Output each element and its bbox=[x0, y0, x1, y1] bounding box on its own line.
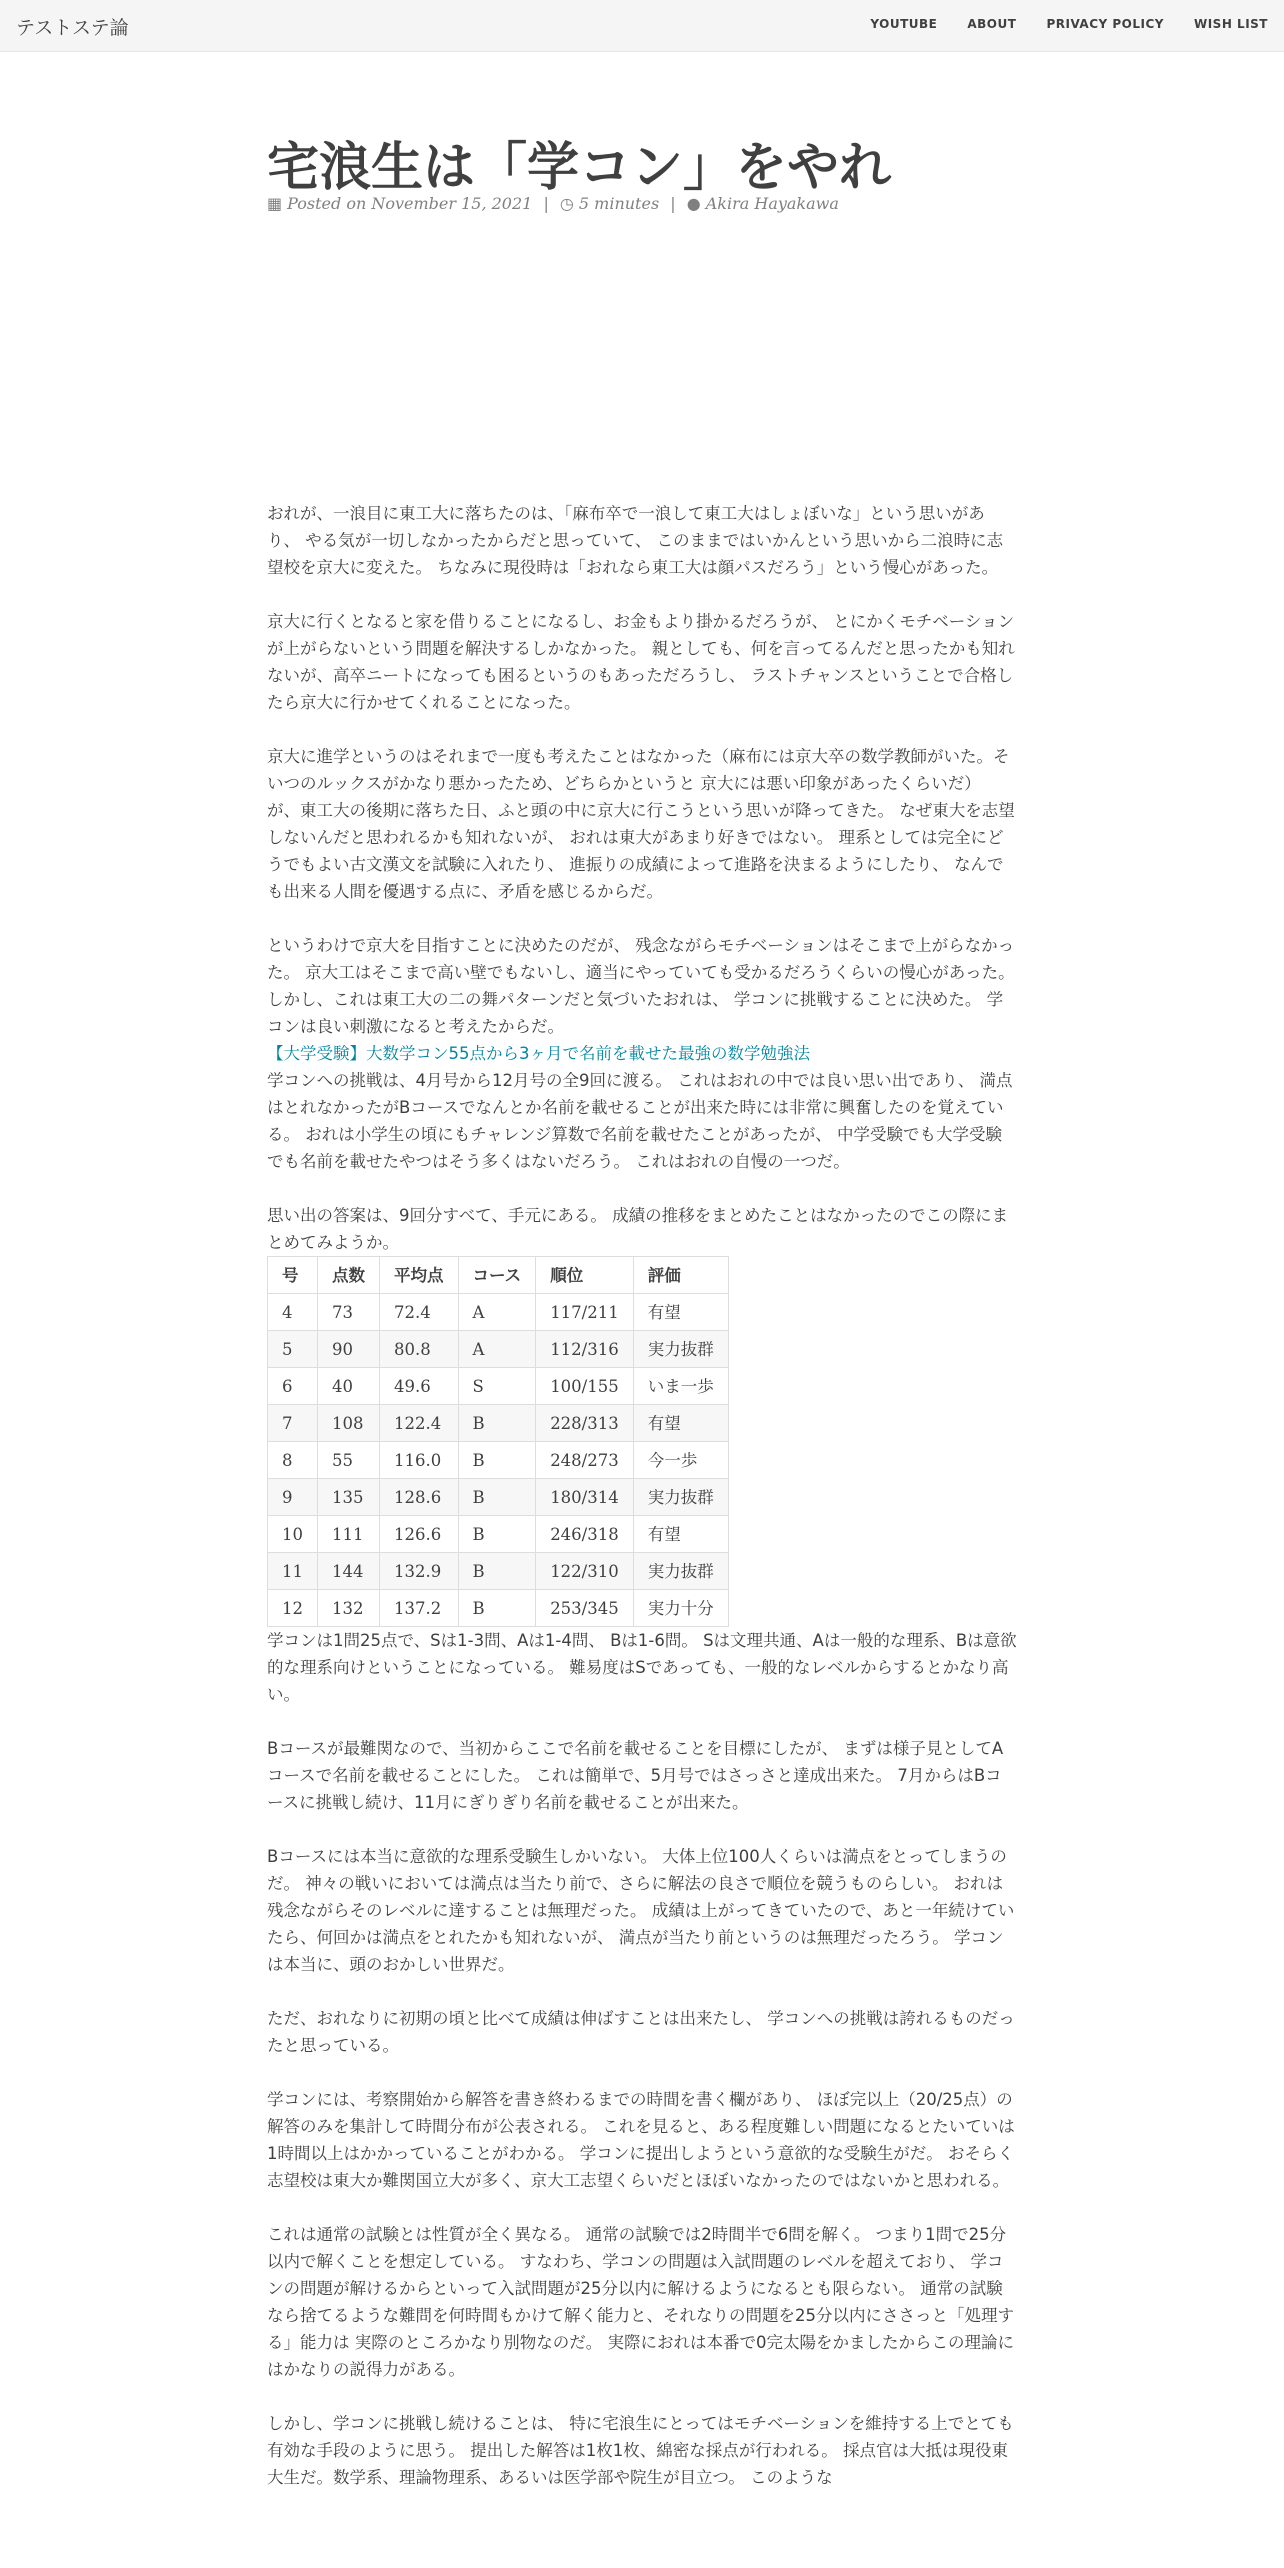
column-header: 号 bbox=[268, 1257, 318, 1294]
table-cell: B bbox=[458, 1442, 536, 1479]
table-cell: 116.0 bbox=[380, 1442, 459, 1479]
table-cell: 180/314 bbox=[536, 1479, 634, 1516]
paragraph: ただ、おれなりに初期の頃と比べて成績は伸ばすことは出来たし、 学コンへの挑戦は誇れるものだったと思っている。 bbox=[267, 2009, 1015, 2055]
table-cell: 132 bbox=[318, 1590, 380, 1627]
calendar-icon: ▦ bbox=[267, 194, 283, 213]
column-header: コース bbox=[458, 1257, 536, 1294]
table-cell: 今一歩 bbox=[633, 1442, 728, 1479]
table-cell: 144 bbox=[318, 1553, 380, 1590]
table-cell: 90 bbox=[318, 1331, 380, 1368]
table-cell: 実力抜群 bbox=[633, 1331, 728, 1368]
table-cell: A bbox=[458, 1294, 536, 1331]
table-row bbox=[268, 1590, 729, 1627]
paragraph: おれが、一浪目に東工大に落ちたのは、「麻布卒で一浪して東工大はしょぼいな」という思いがあり、 やる気が一切しなかったからだと思っていて、 このままではいかんという思いから二浪時に志望校を京大に変えた。 ちなみに現役時は「おれなら東工大は顔パスだろう」という慢心があった。 bbox=[267, 504, 1004, 577]
table-cell: A bbox=[458, 1331, 536, 1368]
paragraph: Bコースには本当に意欲的な理系受験生しかいない。 大体上位100人くらいは満点をとってしまうのだ。 神々の戦いにおいては満点は当たり前で、さらに解法の良さで順位を競うものらしい。 おれは残念ながらそのレベルに達することは無理だった。 成績は上がってきていたので、あと一年続けていたら、何回かは満点をとれたかも知れないが、 満点が当たり前というのは無理だったろう。 学コンは本当に、頭のおかしい世界だ。 bbox=[267, 1847, 1015, 1974]
clock-icon: ◷ bbox=[559, 194, 574, 213]
table-cell: 132.9 bbox=[380, 1553, 459, 1590]
table-row bbox=[268, 1516, 729, 1553]
paragraph: 学コンは1問25点で、Sは1-3問、Aは1-4問、 Bは1-6問。 Sは文理共通、Aは一般的な理系、Bは意欲的な理系向けということになっている。 難易度はSであっても、一般的なレベルからするとかなり高い。 bbox=[267, 1631, 1017, 1704]
paragraph: というわけで京大を目指すことに決めたのだが、 残念ながらモチベーションはそこまで上がらなかった。 京大工はそこまで高い壁でもないし、適当にやっていても受かるだろうくらいの慢心があった。 しかし、これは東工大の二の舞パターンだと気づいたおれは、 学コンに挑戦することに決めた。 学コンは良い刺激になると考えたからだ。 bbox=[267, 936, 1015, 1036]
meta-divider: | bbox=[670, 194, 676, 213]
table-cell: 122/310 bbox=[536, 1553, 634, 1590]
table-row bbox=[268, 1553, 729, 1590]
table-row bbox=[268, 1405, 729, 1442]
related-link-line bbox=[267, 1040, 1017, 1067]
table-row bbox=[268, 1479, 729, 1516]
table-cell: いま一歩 bbox=[633, 1368, 728, 1405]
meta-divider: | bbox=[543, 194, 549, 213]
table-cell: 72.4 bbox=[380, 1294, 459, 1331]
table-cell: 73 bbox=[318, 1294, 380, 1331]
table-cell: 実力抜群 bbox=[633, 1479, 728, 1516]
post-meta bbox=[267, 194, 839, 213]
table-cell: 有望 bbox=[633, 1294, 728, 1331]
table-cell: B bbox=[458, 1405, 536, 1442]
table-cell: 7 bbox=[268, 1405, 318, 1442]
table-cell: 228/313 bbox=[536, 1405, 634, 1442]
table-cell: 253/345 bbox=[536, 1590, 634, 1627]
table-cell: 55 bbox=[318, 1442, 380, 1479]
table-cell: 実力抜群 bbox=[633, 1553, 728, 1590]
score-table bbox=[267, 1256, 729, 1627]
site-brand[interactable]: テストステ論 bbox=[16, 17, 129, 39]
column-header: 点数 bbox=[318, 1257, 380, 1294]
table-cell: B bbox=[458, 1516, 536, 1553]
paragraph: 京大に進学というのはそれまで一度も考えたことはなかった（麻布には京大卒の数学教師がいた。そいつのルックスがかなり悪かったため、どちらかというと 京大には悪い印象があったくらいだ） が、東工大の後期に落ちた日、ふと頭の中に京大に行こうという思いが降ってきた。 なぜ東大を志望しないんだと思われるかも知れないが、 おれは東大があまり好きではない。 理系としては完全にどうでもよい古文漢文を試験に入れたり、 進振りの成績によって進路を決まるようにしたり、 なんでも出来る人間を優遇する点に、矛盾を感じるからだ。 bbox=[267, 747, 1015, 901]
paragraph: 思い出の答案は、9回分すべて、手元にある。 成績の推移をまとめたことはなかったのでこの際にまとめてみようか。 bbox=[267, 1206, 1009, 1252]
table-cell: 8 bbox=[268, 1442, 318, 1479]
column-header: 平均点 bbox=[380, 1257, 459, 1294]
post-date: Posted on November 15, 2021 bbox=[287, 194, 533, 213]
table-cell: 100/155 bbox=[536, 1368, 634, 1405]
table-cell: 248/273 bbox=[536, 1442, 634, 1479]
table-cell: B bbox=[458, 1590, 536, 1627]
nav-link-privacy-policy[interactable]: PRIVACY POLICY bbox=[1046, 17, 1164, 31]
paragraph: 京大に行くとなると家を借りることになるし、お金もより掛かるだろうが、 とにかくモチベーションが上がらないという問題を解決するしかなかった。 親としても、何を言ってるんだと思ったかも知れないが、高卒ニートになっても困るというのもあっただろうし、 ラストチャンスということで合格したら京大に行かせてくれることになった。 bbox=[267, 612, 1015, 712]
table-cell: 135 bbox=[318, 1479, 380, 1516]
table-cell: 40 bbox=[318, 1368, 380, 1405]
paragraph: これは通常の試験とは性質が全く異なる。 通常の試験では2時間半で6問を解く。 つまり1問で25分以内で解くことを想定している。 すなわち、学コンの問題は入試問題のレベルを超えており、 学コンの問題が解けるからといって入試問題が25分以内に解けるようになるとも限らない。 通常の試験なら捨てるような難問を何時間もかけて解く能力と、それなりの問題を25分以内にささっと「処理する」能力は 実際のところかなり別物なのだ。 実際におれは本番で0完太陽をかましたからこの理論にはかなりの説得力がある。 bbox=[267, 2225, 1014, 2379]
paragraph: しかし、学コンに挑戦し続けることは、 特に宅浪生にとってはモチベーションを維持する上でとても有効な手段のように思う。 提出した解答は1枚1枚、綿密な採点が行われる。 採点官は大抵は現役東大生だ。数学系、理論物理系、あるいは医学部や院生が目立つ。 このような bbox=[267, 2414, 1014, 2487]
table-cell: 128.6 bbox=[380, 1479, 459, 1516]
table-cell: 6 bbox=[268, 1368, 318, 1405]
table-cell: 12 bbox=[268, 1590, 318, 1627]
table-cell: 有望 bbox=[633, 1405, 728, 1442]
nav-link-wish-list[interactable]: WISH LIST bbox=[1193, 17, 1268, 31]
table-cell: 122.4 bbox=[380, 1405, 459, 1442]
table-cell: 実力十分 bbox=[633, 1590, 728, 1627]
user-icon: ● bbox=[686, 194, 701, 213]
post-author: Akira Hayakawa bbox=[705, 194, 839, 213]
post-title: 宅浪生は「学コン」をやれ bbox=[267, 138, 892, 198]
table-cell: B bbox=[458, 1479, 536, 1516]
table-row bbox=[268, 1368, 729, 1405]
table-cell: S bbox=[458, 1368, 536, 1405]
table-row bbox=[268, 1294, 729, 1331]
table-cell: 5 bbox=[268, 1331, 318, 1368]
table-cell: 111 bbox=[318, 1516, 380, 1553]
table-cell: 有望 bbox=[633, 1516, 728, 1553]
nav-link-about[interactable]: ABOUT bbox=[967, 17, 1017, 31]
paragraph: Bコースが最難関なので、当初からここで名前を載せることを目標にしたが、 まずは様子見としてAコースで名前を載せることにした。 これは簡単で、5月号ではさっさと達成出来た。 7月からはBコースに挑戦し続け、11月にぎりぎり名前を載せることが出来た。 bbox=[267, 1739, 1004, 1812]
table-cell: 246/318 bbox=[536, 1516, 634, 1553]
table-cell: 137.2 bbox=[380, 1590, 459, 1627]
paragraph: 学コンへの挑戦は、4月号から12月号の全9回に渡る。 これはおれの中では良い思い出であり、 満点はとれなかったがBコースでなんとか名前を載せることが出来た時には非常に興奮したのを覚えている。 おれは小学生の頃にもチャレンジ算数で名前を載せたことがあったが、 中学受験でも大学受験でも名前を載せたやつはそう多くはないだろう。 これはおれの自慢の一つだ。 bbox=[267, 1071, 1013, 1171]
table-row bbox=[268, 1442, 729, 1479]
table-cell: 112/316 bbox=[536, 1331, 634, 1368]
read-time: 5 minutes bbox=[578, 194, 660, 213]
table-cell: 126.6 bbox=[380, 1516, 459, 1553]
column-header: 評価 bbox=[633, 1257, 728, 1294]
table-cell: 9 bbox=[268, 1479, 318, 1516]
table-cell: 11 bbox=[268, 1553, 318, 1590]
table-cell: 10 bbox=[268, 1516, 318, 1553]
table-cell: 80.8 bbox=[380, 1331, 459, 1368]
table-row bbox=[268, 1331, 729, 1368]
table-cell: 108 bbox=[318, 1405, 380, 1442]
navbar bbox=[0, 0, 1284, 52]
table-cell: 49.6 bbox=[380, 1368, 459, 1405]
nav-link-youtube[interactable]: YOUTUBE bbox=[870, 17, 938, 31]
paragraph: 学コンには、考察開始から解答を書き終わるまでの時間を書く欄があり、 ほぼ完以上（20/25点）の解答のみを集計して時間分布が公表される。 これを見ると、ある程度難しい問題になるとたいていは1時間以上はかかっていることがわかる。 学コンに提出しようという意欲的な受験生がだ。 おそらく志望校は東大か難関国立大が多く、京大工志望くらいだとほぼいなかったのではないかと思われる。 bbox=[267, 2090, 1015, 2190]
column-header: 順位 bbox=[536, 1257, 634, 1294]
table-cell: B bbox=[458, 1553, 536, 1590]
table-cell: 117/211 bbox=[536, 1294, 634, 1331]
nav-links bbox=[870, 17, 1268, 31]
post-body bbox=[267, 500, 1017, 2518]
table-header-row bbox=[268, 1257, 729, 1294]
table-cell: 4 bbox=[268, 1294, 318, 1331]
related-article-link[interactable]: 【大学受験】大数学コン55点から3ヶ月で名前を載せた最強の数学勉強法 bbox=[267, 1044, 810, 1063]
